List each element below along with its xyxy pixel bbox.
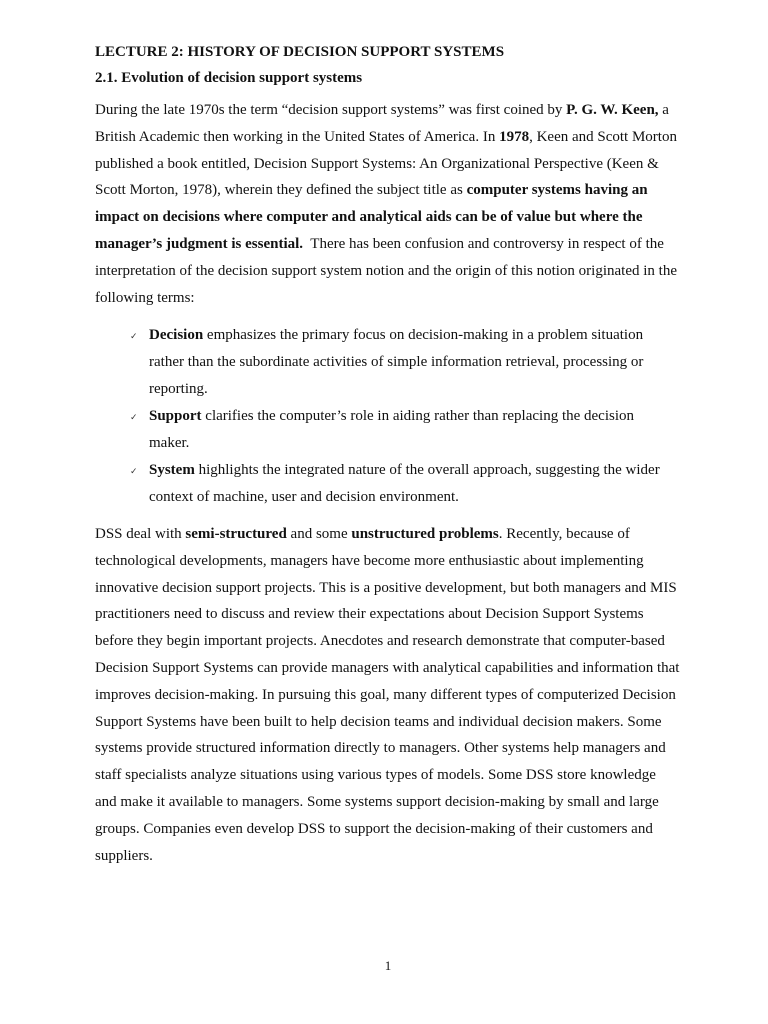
paragraph-line xyxy=(95,177,695,204)
bullet-line: rather than the subordinate activities of simple information retrieval, processing or xyxy=(149,353,644,370)
paragraph-intro xyxy=(95,97,695,311)
bold-text: computer systems having an xyxy=(466,182,648,199)
text-run: highlights the integrated nature of the overall approach, suggesting the wider xyxy=(194,462,660,478)
text-run: DSS deal with xyxy=(95,526,186,542)
paragraph-line: improves decision-making. In pursuing this goal, many different types of computerized Decision xyxy=(95,686,676,703)
bullet-line: context of machine, user and decision environment. xyxy=(149,488,459,505)
bold-text: impact on decisions where computer and analytical aids can be of value but where the xyxy=(95,209,643,226)
bullet-line xyxy=(149,322,690,349)
paragraph-line: Support Systems have been built to help decision teams and individual decision makers. Some xyxy=(95,713,662,730)
list-item xyxy=(130,322,690,403)
text-run: There has been confusion and controversy in respect of the xyxy=(303,235,664,252)
section-heading: 2.1. Evolution of decision support systems xyxy=(95,70,363,86)
paragraph-line xyxy=(95,231,695,258)
page-number: 1 xyxy=(384,958,392,973)
text-run: Scott Morton, 1978), wherein they defined the subject title as xyxy=(95,182,467,199)
text-run: British Academic then working in the United States of America. In xyxy=(95,128,500,145)
bullet-line xyxy=(149,457,690,484)
paragraph-line: groups. Companies even develop DSS to support the decision-making of their customers and xyxy=(95,820,653,837)
bold-text: 1978 xyxy=(499,128,530,145)
paragraph-line: innovative decision support projects. This is a positive development, but both managers and MIS xyxy=(95,579,677,596)
text-run: , Keen and Scott Morton xyxy=(529,128,677,145)
text-run: clarifies the computer’s role in aiding rather than replacing the decision xyxy=(201,408,635,424)
paragraph-line: interpretation of the decision support system notion and the origin of this notion originated in the xyxy=(95,262,677,279)
paragraph-line: technological developments, managers have become more enthusiastic about implementing xyxy=(95,552,644,569)
paragraph-dss xyxy=(95,521,695,869)
paragraph-line xyxy=(95,204,695,231)
paragraph-line xyxy=(95,124,695,151)
bold-text: manager’s judgment is essential. xyxy=(95,235,304,252)
text-run: a xyxy=(658,102,669,118)
paragraph-line: and make it available to managers. Some systems support decision-making by small and large xyxy=(95,793,659,810)
check-bullet-icon: ✓ xyxy=(130,331,138,341)
paragraph-line xyxy=(95,97,695,124)
list-item xyxy=(130,403,690,457)
bullet-line: maker. xyxy=(149,434,190,451)
text-run: and some xyxy=(286,526,352,542)
text-run: . Recently, because of xyxy=(498,526,630,542)
lecture-title: LECTURE 2: HISTORY OF DECISION SUPPORT SYSTEMS xyxy=(95,44,505,60)
bold-text: semi-structured xyxy=(185,526,287,542)
bold-text: P. G. W. Keen, xyxy=(566,102,659,118)
paragraph-line: following terms: xyxy=(95,289,195,306)
check-bullet-icon: ✓ xyxy=(130,466,138,476)
bold-text: unstructured problems xyxy=(351,526,499,542)
paragraph-line: practitioners need to discuss and review their expectations about Decision Support Systems xyxy=(95,606,644,623)
bullet-term: Support xyxy=(149,408,202,424)
text-run: During the late 1970s the term “decision support systems” was first coined by xyxy=(95,102,567,118)
check-bullet-icon: ✓ xyxy=(130,412,138,422)
paragraph-line: suppliers. xyxy=(95,847,153,864)
bullet-term: Decision xyxy=(149,327,204,343)
bullet-list xyxy=(130,322,690,511)
paragraph-line xyxy=(95,521,695,548)
paragraph-line: published a book entitled, Decision Support Systems: An Organizational Perspective (Keen & xyxy=(95,155,659,172)
bullet-line xyxy=(149,403,690,430)
list-item xyxy=(130,457,690,511)
text-run: emphasizes the primary focus on decision-making in a problem situation xyxy=(203,327,644,343)
paragraph-line: systems provide structured information directly to managers. Other systems help managers and xyxy=(95,740,666,757)
paragraph-line: before they begin important projects. Anecdotes and research demonstrate that computer-based xyxy=(95,633,665,650)
paragraph-line: Decision Support Systems can provide managers with analytical capabilities and information that xyxy=(95,659,680,676)
bullet-term: System xyxy=(149,462,195,478)
paragraph-line: staff specialists analyze situations using various types of models. Some DSS store knowledge xyxy=(95,767,656,784)
bullet-line: reporting. xyxy=(149,380,208,397)
